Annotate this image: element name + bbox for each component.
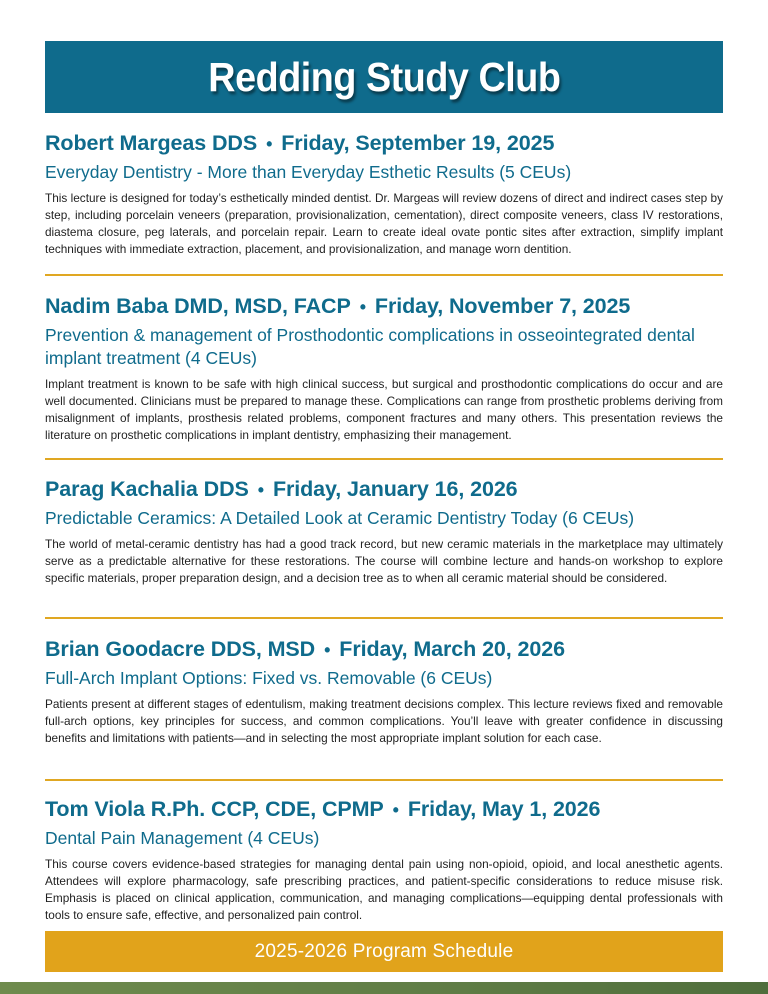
event-date: Friday, January 16, 2026 (272, 477, 518, 501)
speaker-name: Robert Margeas DDS (45, 131, 258, 155)
event-item (45, 619, 723, 779)
event-item (45, 128, 723, 274)
program-schedule-banner (45, 931, 723, 972)
program-schedule-label: 2025-2026 Program Schedule (254, 940, 514, 962)
event-header (45, 128, 723, 159)
event-description: Patients present at different stages of edentulism, making treatment decisions complex. This lecture reviews fixed and removable full-arch options, key principles for success, and common complications. You’ll leave with greater confidence in discussing benefits and limitations with patients—and in selecting the most appropriate implant solution for each case. (45, 697, 723, 745)
event-date: Friday, September 19, 2025 (281, 131, 555, 155)
event-description: Implant treatment is known to be safe with high clinical success, but surgical and prosthodontic complications do occur and are well documented. Clinicians must be prepared to manage these. Complications can range from prosthetic problems deriving from misalignment of implants, prosthesis related problems, component fractures and many others. This presentation reviews the literature on prosthetic complications in implant dentistry, emphasizing their management. (45, 377, 723, 442)
event-date: Friday, March 20, 2026 (339, 637, 565, 661)
event-date: Friday, November 7, 2025 (374, 294, 631, 318)
event-title: Full-Arch Implant Options: Fixed vs. Removable (6 CEUs) (45, 668, 493, 688)
event-item (45, 460, 723, 617)
speaker-name: Nadim Baba DMD, MSD, FACP (45, 294, 351, 318)
bullet-separator: • (266, 134, 273, 154)
event-title: Prevention & management of Prosthodontic complications in osseointegrated dental implant treatment (4 CEUs) (45, 325, 695, 368)
bullet-separator: • (392, 800, 399, 820)
event-title: Dental Pain Management (4 CEUs) (45, 828, 320, 848)
event-description: This lecture is designed for today’s esthetically minded dentist. Dr. Margeas will review dozens of direct and indirect cases step by step, including porcelain veneers (preparation, provisionalization, cementation), direct composite veneers, class IV restorations, diastema closure, peg laterals, and porcelain repair. Learn to create ideal ovate pontic sites after extraction, simplify implant techniques with immediate extraction, placement, and provisionalization, and manage worn dentition. (45, 191, 723, 256)
event-header (45, 291, 723, 322)
title-banner (45, 41, 723, 113)
event-description: The world of metal-ceramic dentistry has had a good track record, but new ceramic materials in the marketplace may ultimately serve as a predictable alternative for these restorations. The course will combine lecture and hands-on workshop to explore specific materials, proper preparation design, and a decision tree as to when all ceramic material should be considered. (45, 537, 723, 585)
bottom-decorative-strip (0, 982, 768, 994)
event-item (45, 276, 723, 458)
speaker-name: Parag Kachalia DDS (45, 477, 249, 501)
bullet-separator: • (257, 480, 264, 500)
bullet-separator: • (359, 297, 366, 317)
event-item (45, 781, 723, 924)
page-title: Redding Study Club (207, 53, 561, 100)
event-header (45, 634, 723, 665)
speaker-name: Brian Goodacre DDS, MSD (45, 637, 316, 661)
event-header (45, 794, 723, 825)
speaker-name: Tom Viola R.Ph. CCP, CDE, CPMP (45, 797, 384, 821)
event-date: Friday, May 1, 2026 (407, 797, 601, 821)
bullet-separator: • (324, 640, 331, 660)
event-title: Everyday Dentistry - More than Everyday Esthetic Results (5 CEUs) (45, 162, 572, 182)
event-title: Predictable Ceramics: A Detailed Look at Ceramic Dentistry Today (6 CEUs) (45, 508, 635, 528)
event-description: This course covers evidence-based strategies for managing dental pain using non-opioid, opioid, and local anesthetic agents. Attendees will explore pharmacology, safe prescribing practices, and patient-specific considerations to reduce misuse risk. Emphasis is placed on clinical application, communication, and managing complications—equipping dental professionals with tools to ensure safe, effective, and personalized pain control. (45, 857, 723, 922)
event-header (45, 474, 723, 505)
event-list (45, 128, 723, 924)
